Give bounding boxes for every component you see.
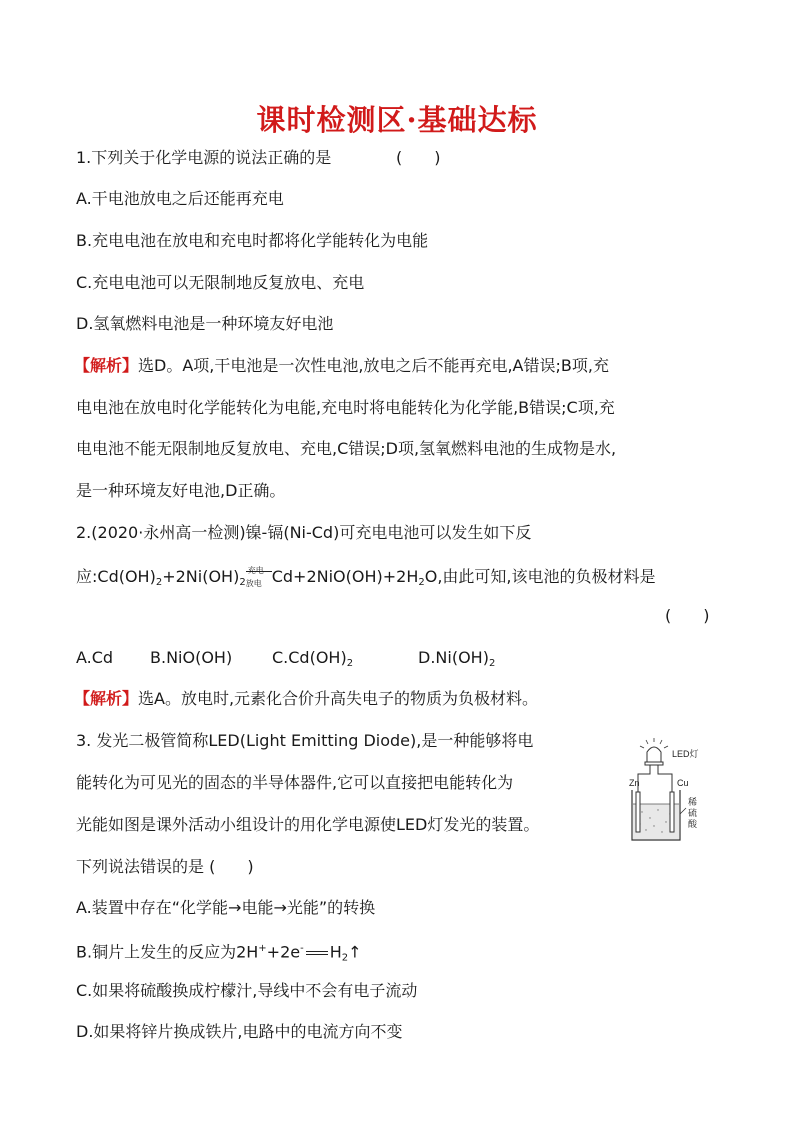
- q1-option-b: B.充电电池在放电和充电时都将化学能转化为电能: [76, 231, 429, 250]
- cu-label: Cu: [677, 778, 689, 788]
- q2-option-b: B.NiO(OH): [150, 648, 233, 667]
- q2-stem-line-1: 2.(2020·永州高一检测)镍-镉(Ni-Cd)可充电电池可以发生如下反: [76, 523, 532, 542]
- q3-stem-line-4: 下列说法错误的是 ( ): [76, 857, 254, 876]
- analysis-tag: 【解析】: [74, 356, 139, 375]
- q2-analysis: 【解析】选A。放电时,元素化合价升高失电子的物质为负极材料。: [74, 689, 539, 708]
- acid-label-3: 酸: [688, 819, 698, 829]
- q1-analysis-line-4: 是一种环境友好电池,D正确。: [76, 481, 286, 500]
- q1-answer-paren: ( ): [396, 148, 441, 167]
- q1-analysis-line-1: 【解析】选D。A项,干电池是一次性电池,放电之后不能再充电,A错误;B项,充: [74, 356, 609, 375]
- q1-option-c: C.充电电池可以无限制地反复放电、充电: [76, 273, 365, 292]
- q2-option-a: A.Cd: [76, 648, 114, 667]
- q1-stem: 1.下列关于化学电源的说法正确的是: [76, 148, 332, 167]
- reversible-arrow: 充电 放电: [246, 566, 272, 588]
- q2-option-d: $D.Ni(OH)_2$: [418, 648, 496, 669]
- analysis-tag: 【解析】: [74, 689, 139, 708]
- q3-option-c: C.如果将硫酸换成柠檬汁,导线中不会有电子流动: [76, 981, 418, 1000]
- q2-answer-paren: ( ): [665, 606, 710, 625]
- acid-label-2: 硫: [688, 808, 698, 818]
- q3-option-d: D.如果将锌片换成铁片,电路中的电流方向不变: [76, 1022, 403, 1041]
- q1-analysis-line-2: 电电池在放电时化学能转化为电能,充电时将电能转化为化学能,B错误;C项,充: [76, 398, 615, 417]
- led-apparatus-figure: [628, 738, 720, 846]
- q3-stem-line-3: 光能如图是课外活动小组设计的用化学电源使LED灯发光的装置。: [76, 815, 540, 834]
- acid-label-1: 稀: [688, 797, 698, 807]
- q1-option-d: D.氢氧燃料电池是一种环境友好电池: [76, 314, 334, 333]
- zn-label: Zn: [629, 778, 640, 788]
- q2-stem-line-2: 应$:Cd(OH)_2+2Ni(OH)_2$ 充电 放电 $Cd+2NiO(OH)+2H_2O$,由此可知,该电池的负极材料是: [76, 566, 656, 588]
- q2-option-c: $C.Cd(OH)_2$: [272, 648, 354, 669]
- q1-analysis-line-3: 电电池不能无限制地反复放电、充电,C错误;D项,氢氧燃料电池的生成物是水,: [76, 439, 617, 458]
- equals-sign: [306, 951, 328, 955]
- q3-option-b: B.铜片上发生的反应为2H++2e- $H_2↑$: [76, 942, 362, 964]
- page-title: 课时检测区·基础达标: [256, 103, 538, 137]
- q3-stem-line-1: 3. 发光二极管简称LED(Light Emitting Diode),是一种能够将电: [76, 731, 534, 750]
- q3-option-a: A.装置中存在“化学能→电能→光能”的转换: [76, 898, 376, 917]
- led-label: LED灯: [672, 749, 699, 759]
- q1-option-a: A.干电池放电之后还能再充电: [76, 189, 284, 208]
- q3-stem-line-2: 能转化为可见光的固态的半导体器件,它可以直接把电能转化为: [76, 773, 514, 792]
